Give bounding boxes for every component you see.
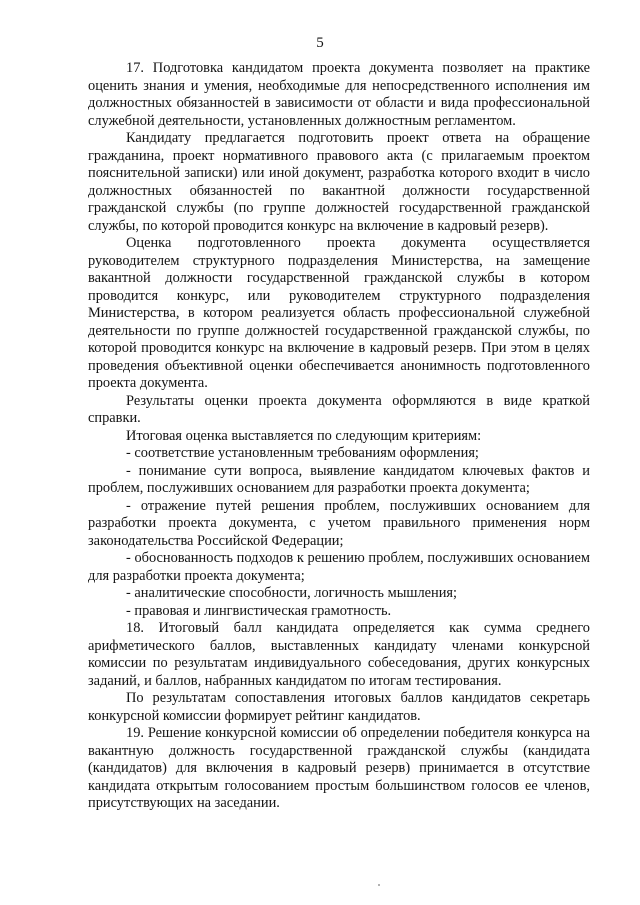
document-body: [88, 60, 590, 813]
paragraph-19-decision: 19. Решение конкурсной комиссии об определении победителя конкурса на вакантную должность государственной гражданской службы (кандидата (кандидатов) для включения в кадровый резерв) принимается в отсутствие кандидата открытым голосованием простым большинством голосов ее членов, присутствующих на заседании.: [88, 725, 590, 811]
paragraph-document-task: Кандидату предлагается подготовить проект ответа на обращение гражданина, проект нормативного правового акта (с прилагаемым проектом пояснительной записки) или иной документ, разработка которого входит в число должностных обязанностей по вакантной должности государственной гражданской службы (по группе должностей государственной гражданской службы, по которой проводится конкурс на включение в кадровый резерв).: [88, 130, 590, 234]
criterion-formatting: - соответствие установленным требованиям оформления;: [126, 445, 479, 461]
criterion-analytical: - аналитические способности, логичность мышления;: [126, 585, 458, 601]
paragraph-criteria-intro: Итоговая оценка выставляется по следующим критериям:: [126, 427, 482, 444]
paragraph-18-final-score: 18. Итоговый балл кандидата определяется как сумма среднего арифметического баллов, выставленных кандидату членами конкурсной комиссии по результатам индивидуального собеседования, других конкурсных заданий, и баллов, набранных кандидатом по итогам тестирования.: [88, 620, 590, 689]
paragraph-evaluation: Оценка подготовленного проекта документа осуществляется руководителем структурного подразделения Министерства, на замещение вакантной должности государственной гражданской службы в котором проводится конкурс, или руководителем структурного подразделения Министерства, в котором реализуется область профессиональной служебной деятельности по группе должностей государственной гражданской службы, по которой проводится конкурс на включение в кадровый резерв. При этом в целях проведения объективной оценки обеспечивается анонимность подготовленного проекта документа.: [88, 235, 590, 391]
criterion-approaches: - обоснованность подходов к решению проблем, послуживших основанием для разработки проекта документа;: [88, 550, 590, 584]
criterion-understanding: - понимание сути вопроса, выявление кандидатом ключевых фактов и проблем, послуживших основанием для разработки проекта документа;: [88, 462, 590, 496]
paragraph-results-summary: Результаты оценки проекта документа оформляются в виде краткой справки.: [88, 392, 590, 426]
page-number: 5: [316, 35, 324, 51]
paragraph-rating: По результатам сопоставления итоговых баллов кандидатов секретарь конкурсной комиссии формирует рейтинг кандидатов.: [88, 690, 590, 724]
paragraph-17-intro: 17. Подготовка кандидатом проекта документа позволяет на практике оценить знания и умения, необходимые для непосредственного исполнения им должностных обязанностей в зависимости от области и вида профессиональной служебной деятельности, установленных должностным регламентом.: [88, 60, 590, 129]
criterion-literacy: - правовая и лингвистическая грамотность.: [126, 602, 392, 619]
criterion-solutions: - отражение путей решения проблем, послуживших основанием для разработки проекта документа, с учетом правильного применения норм законодательства Российской Федерации;: [88, 497, 590, 549]
scan-speck: [378, 884, 380, 886]
